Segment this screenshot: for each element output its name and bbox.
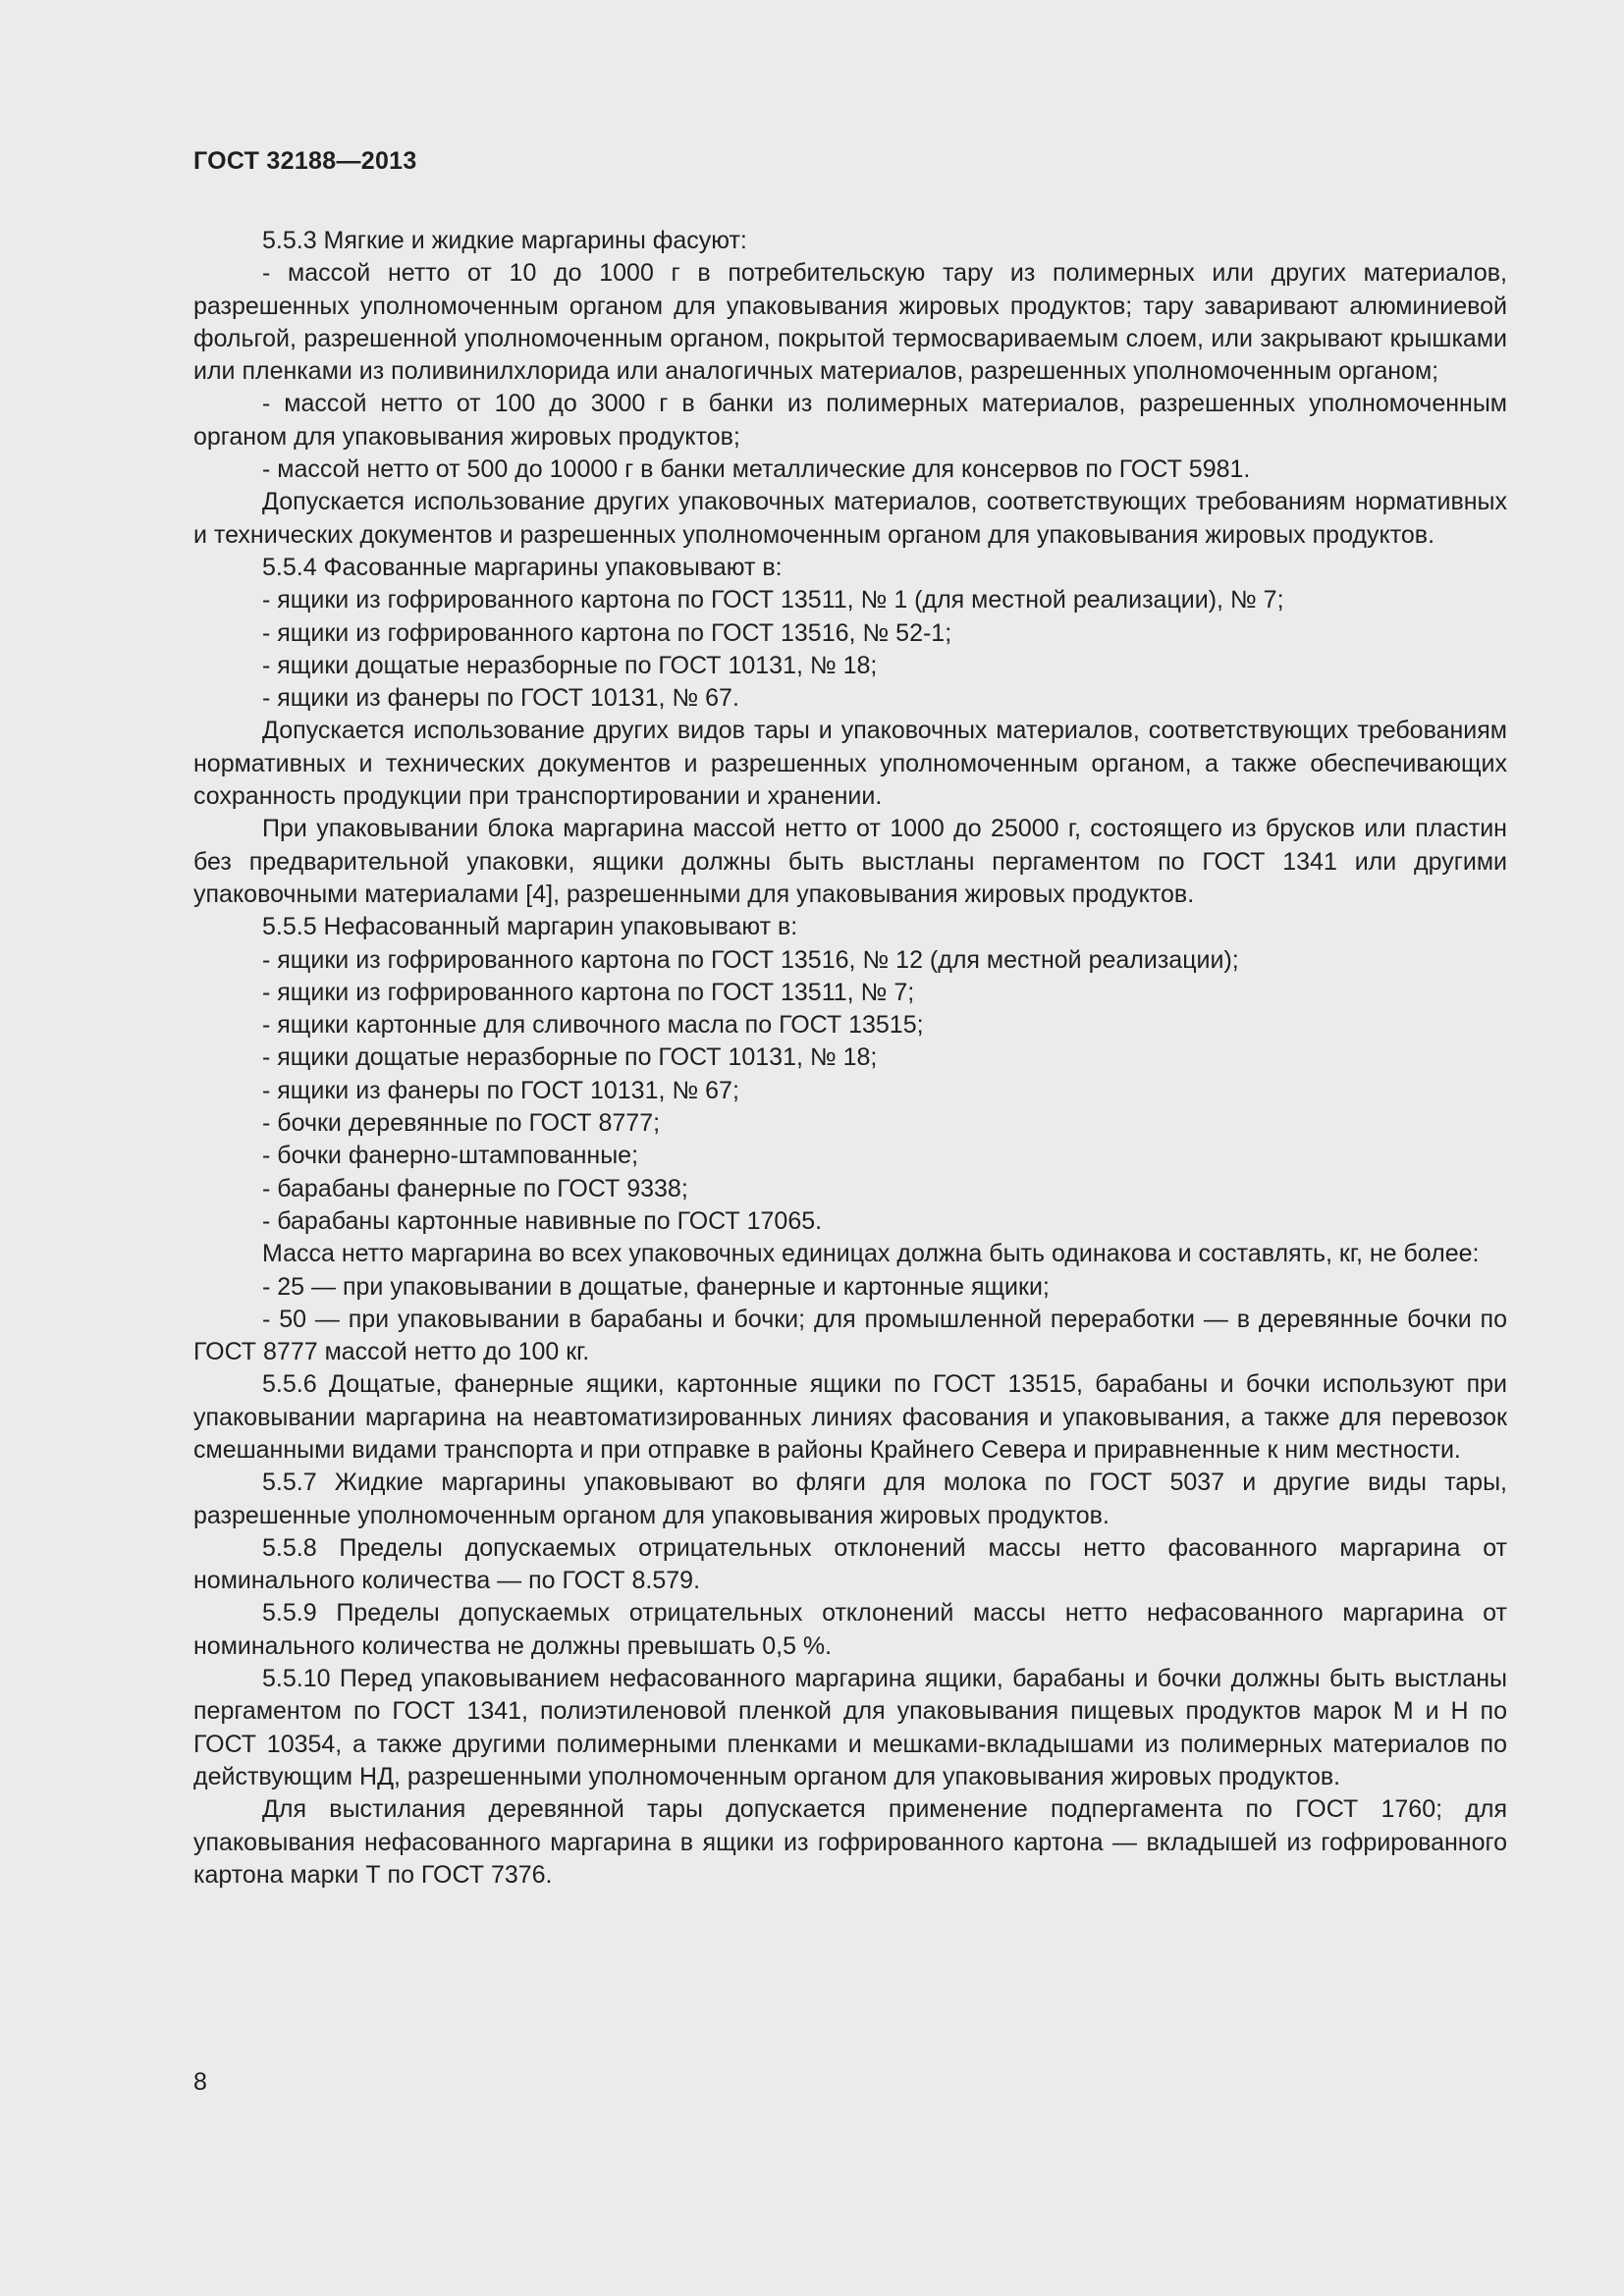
paragraph: - барабаны картонные навивные по ГОСТ 17065.: [262, 1206, 823, 1235]
paragraph: 5.5.4 Фасованные маргарины упаковывают в:: [262, 553, 783, 581]
paragraph: Масса нетто маргарина во всех упаковочных единицах должна быть одинакова и составлять, кг, не более:: [262, 1240, 1480, 1268]
paragraph: При упаковывании блока маргарина массой нетто от 1000 до 25000 г, состоящего из брусков или пластин без предварительной упаковки, ящики должны быть выстланы пергаментом по ГОСТ 1341 или другими упаковочными материалами [4], разрешенными для упаковывания жировых продуктов.: [193, 815, 1507, 908]
paragraph: - ящики из гофрированного картона по ГОСТ 13511, № 7;: [262, 978, 915, 1006]
paragraph: - ящики из гофрированного картона по ГОСТ 13511, № 1 (для местной реализации), № 7;: [262, 586, 1284, 614]
paragraph: - ящики из фанеры по ГОСТ 10131, № 67.: [262, 684, 739, 713]
paragraph: 5.5.6 Дощатые, фанерные ящики, картонные ящики по ГОСТ 13515, барабаны и бочки используют при упаковывании маргарина на неавтоматизированных линиях фасования и упаковывания, а также для перевозок смешанными видами транспорта и при отправке в районы Крайнего Севера и приравненные к ним местности.: [193, 1370, 1507, 1464]
paragraph: 5.5.7 Жидкие маргарины упаковывают во фляги для молока по ГОСТ 5037 и другие виды тары, разрешенные уполномоченным органом для упаковывания жировых продуктов.: [193, 1468, 1507, 1529]
paragraph: - массой нетто от 10 до 1000 г в потребительскую тару из полимерных или других материалов, разрешенных уполномоченным органом для упаковывания жировых продуктов; тару заваривают алюминиевой фольгой, разрешенной уполномоченным органом, покрытой термосвариваемым слоем, или закрывают крышками или пленками из поливинилхлорида или аналогичных материалов, разрешенных уполномоченным органом;: [193, 259, 1507, 386]
paragraph: 5.5.8 Пределы допускаемых отрицательных отклонений массы нетто фасованного маргарина от номинального количества — по ГОСТ 8.579.: [193, 1533, 1507, 1595]
document-header: ГОСТ 32188—2013: [193, 147, 417, 175]
paragraph: Для выстилания деревянной тары допускается применение подпергамента по ГОСТ 1760; для упаковывания нефасованного маргарина в ящики из гофрированного картона — вкладышей из гофрированного картона марки Т по ГОСТ 7376.: [193, 1795, 1507, 1889]
paragraph: - ящики дощатые неразборные по ГОСТ 10131, № 18;: [262, 1043, 878, 1072]
paragraph: - 50 — при упаковывании в барабаны и бочки; для промышленной переработки — в деревянные бочки по ГОСТ 8777 массой нетто до 100 кг.: [193, 1305, 1507, 1366]
document-body: [193, 225, 1507, 1892]
paragraph: - ящики из гофрированного картона по ГОСТ 13516, № 52-1;: [262, 618, 952, 647]
paragraph: - ящики картонные для сливочного масла по ГОСТ 13515;: [262, 1011, 924, 1040]
paragraph: 5.5.9 Пределы допускаемых отрицательных отклонений массы нетто нефасованного маргарина от номинального количества не должны превышать 0,5 %.: [193, 1599, 1507, 1660]
paragraph: Допускается использование других видов тары и упаковочных материалов, соответствующих требованиям нормативных и технических документов и разрешенных уполномоченным органом, а также обеспечивающих сохранность продукции при транспортировании и хранении.: [193, 717, 1507, 811]
paragraph: - ящики из гофрированного картона по ГОСТ 13516, № 12 (для местной реализации);: [262, 945, 1239, 974]
paragraph: - бочки деревянные по ГОСТ 8777;: [262, 1109, 661, 1138]
paragraph: - 25 — при упаковывании в дощатые, фанерные и картонные ящики;: [262, 1272, 1050, 1301]
paragraph: 5.5.3 Мягкие и жидкие маргарины фасуют:: [262, 227, 747, 254]
paragraph: - ящики из фанеры по ГОСТ 10131, № 67;: [262, 1076, 739, 1104]
paragraph: 5.5.10 Перед упаковыванием нефасованного маргарина ящики, барабаны и бочки должны быть выстланы пергаментом по ГОСТ 1341, полиэтиленовой пленкой для упаковывания пищевых продуктов марок М и Н по ГОСТ 10354, а также другими полимерными пленками и мешками-вкладышами из полимерных материалов по действующим НД, разрешенными уполномоченным органом для упаковывания жировых продуктов.: [193, 1665, 1507, 1790]
paragraph: - ящики дощатые неразборные по ГОСТ 10131, № 18;: [262, 651, 878, 679]
paragraph: - бочки фанерно-штампованные;: [262, 1142, 639, 1170]
paragraph: Допускается использование других упаковочных материалов, соответствующих требованиям нормативных и технических документов и разрешенных уполномоченным органом для упаковывания жировых продуктов.: [193, 488, 1507, 549]
paragraph: - массой нетто от 100 до 3000 г в банки из полимерных материалов, разрешенных уполномоченным органом для упаковывания жировых продуктов;: [193, 390, 1507, 451]
paragraph: - массой нетто от 500 до 10000 г в банки металлические для консервов по ГОСТ 5981.: [262, 455, 1251, 484]
paragraph: - барабаны фанерные по ГОСТ 9338;: [262, 1174, 688, 1202]
paragraph: 5.5.5 Нефасованный маргарин упаковывают в:: [262, 913, 798, 941]
page-number: 8: [193, 2068, 207, 2096]
